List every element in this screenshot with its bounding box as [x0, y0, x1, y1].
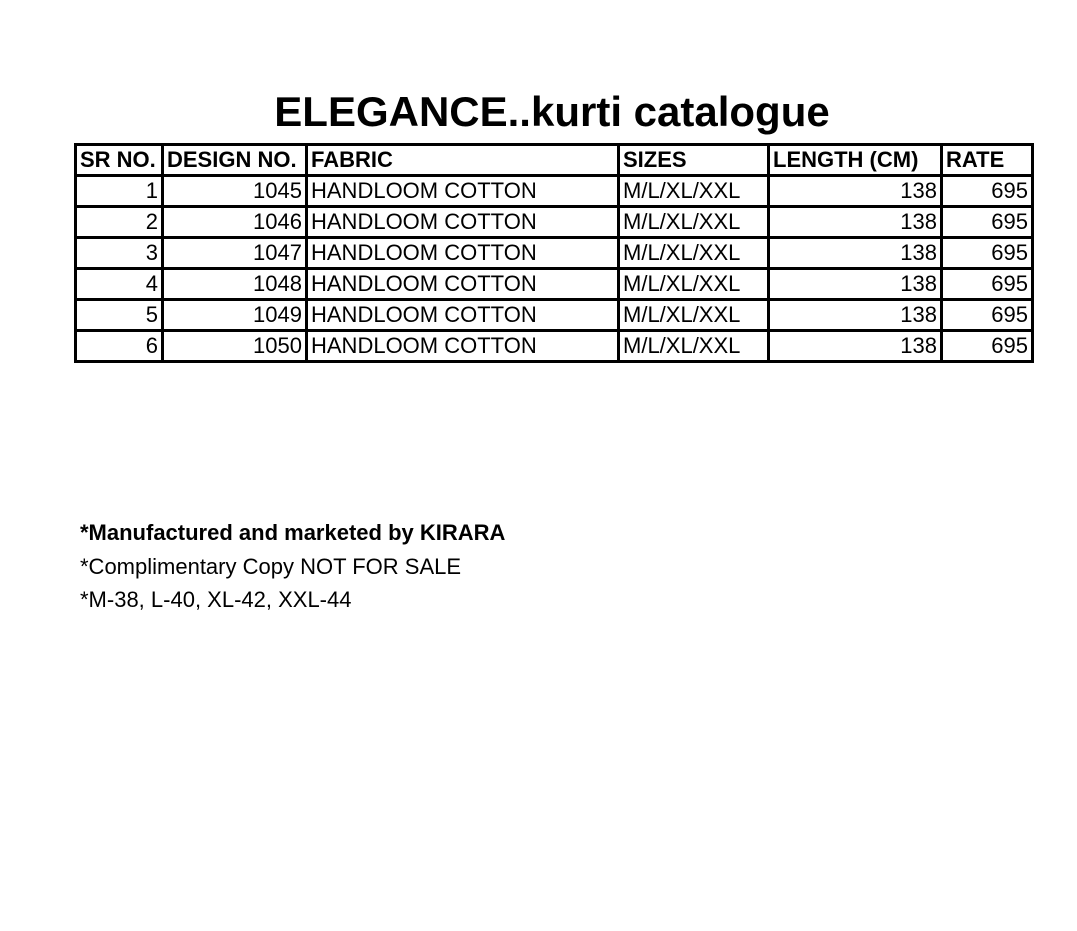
cell-sr-no: 3	[76, 238, 163, 269]
note-manufacturer: *Manufactured and marketed by KIRARA	[80, 520, 506, 545]
cell-length: 138	[769, 238, 942, 269]
cell-design-no: 1046	[163, 207, 307, 238]
table-header-row	[76, 145, 1033, 176]
cell-design-no: 1050	[163, 331, 307, 362]
table-row	[76, 331, 1033, 362]
cell-fabric: HANDLOOM COTTON	[307, 331, 619, 362]
cell-fabric: HANDLOOM COTTON	[307, 269, 619, 300]
cell-fabric: HANDLOOM COTTON	[307, 300, 619, 331]
cell-rate: 695	[942, 269, 1033, 300]
cell-sizes: M/L/XL/XXL	[619, 176, 769, 207]
cell-rate: 695	[942, 300, 1033, 331]
cell-sr-no: 2	[76, 207, 163, 238]
header-fabric: FABRIC	[307, 145, 619, 176]
cell-fabric: HANDLOOM COTTON	[307, 176, 619, 207]
footnotes	[80, 516, 505, 617]
cell-length: 138	[769, 176, 942, 207]
cell-fabric: HANDLOOM COTTON	[307, 238, 619, 269]
cell-length: 138	[769, 207, 942, 238]
header-length: LENGTH (CM)	[769, 145, 942, 176]
cell-sizes: M/L/XL/XXL	[619, 207, 769, 238]
header-sr-no: SR NO.	[76, 145, 163, 176]
table-row	[76, 238, 1033, 269]
cell-length: 138	[769, 331, 942, 362]
header-rate: RATE	[942, 145, 1033, 176]
table-row	[76, 207, 1033, 238]
cell-sizes: M/L/XL/XXL	[619, 238, 769, 269]
table-row	[76, 176, 1033, 207]
cell-sr-no: 6	[76, 331, 163, 362]
cell-sizes: M/L/XL/XXL	[619, 300, 769, 331]
cell-fabric: HANDLOOM COTTON	[307, 207, 619, 238]
cell-length: 138	[769, 269, 942, 300]
cell-sr-no: 5	[76, 300, 163, 331]
cell-rate: 695	[942, 176, 1033, 207]
cell-design-no: 1045	[163, 176, 307, 207]
cell-rate: 695	[942, 331, 1033, 362]
header-sizes: SIZES	[619, 145, 769, 176]
table-row	[76, 300, 1033, 331]
cell-sr-no: 4	[76, 269, 163, 300]
note-complimentary: *Complimentary Copy NOT FOR SALE	[80, 553, 462, 579]
cell-rate: 695	[942, 207, 1033, 238]
cell-sizes: M/L/XL/XXL	[619, 331, 769, 362]
cell-design-no: 1047	[163, 238, 307, 269]
catalogue-table	[74, 143, 1034, 363]
cell-design-no: 1048	[163, 269, 307, 300]
catalogue-title: ELEGANCE..kurti catalogue	[274, 88, 830, 135]
note-size-chart: *M-38, L-40, XL-42, XXL-44	[80, 587, 352, 612]
header-design-no: DESIGN NO.	[163, 145, 307, 176]
cell-sizes: M/L/XL/XXL	[619, 269, 769, 300]
cell-design-no: 1049	[163, 300, 307, 331]
cell-sr-no: 1	[76, 176, 163, 207]
table-row	[76, 269, 1033, 300]
cell-rate: 695	[942, 238, 1033, 269]
cell-length: 138	[769, 300, 942, 331]
